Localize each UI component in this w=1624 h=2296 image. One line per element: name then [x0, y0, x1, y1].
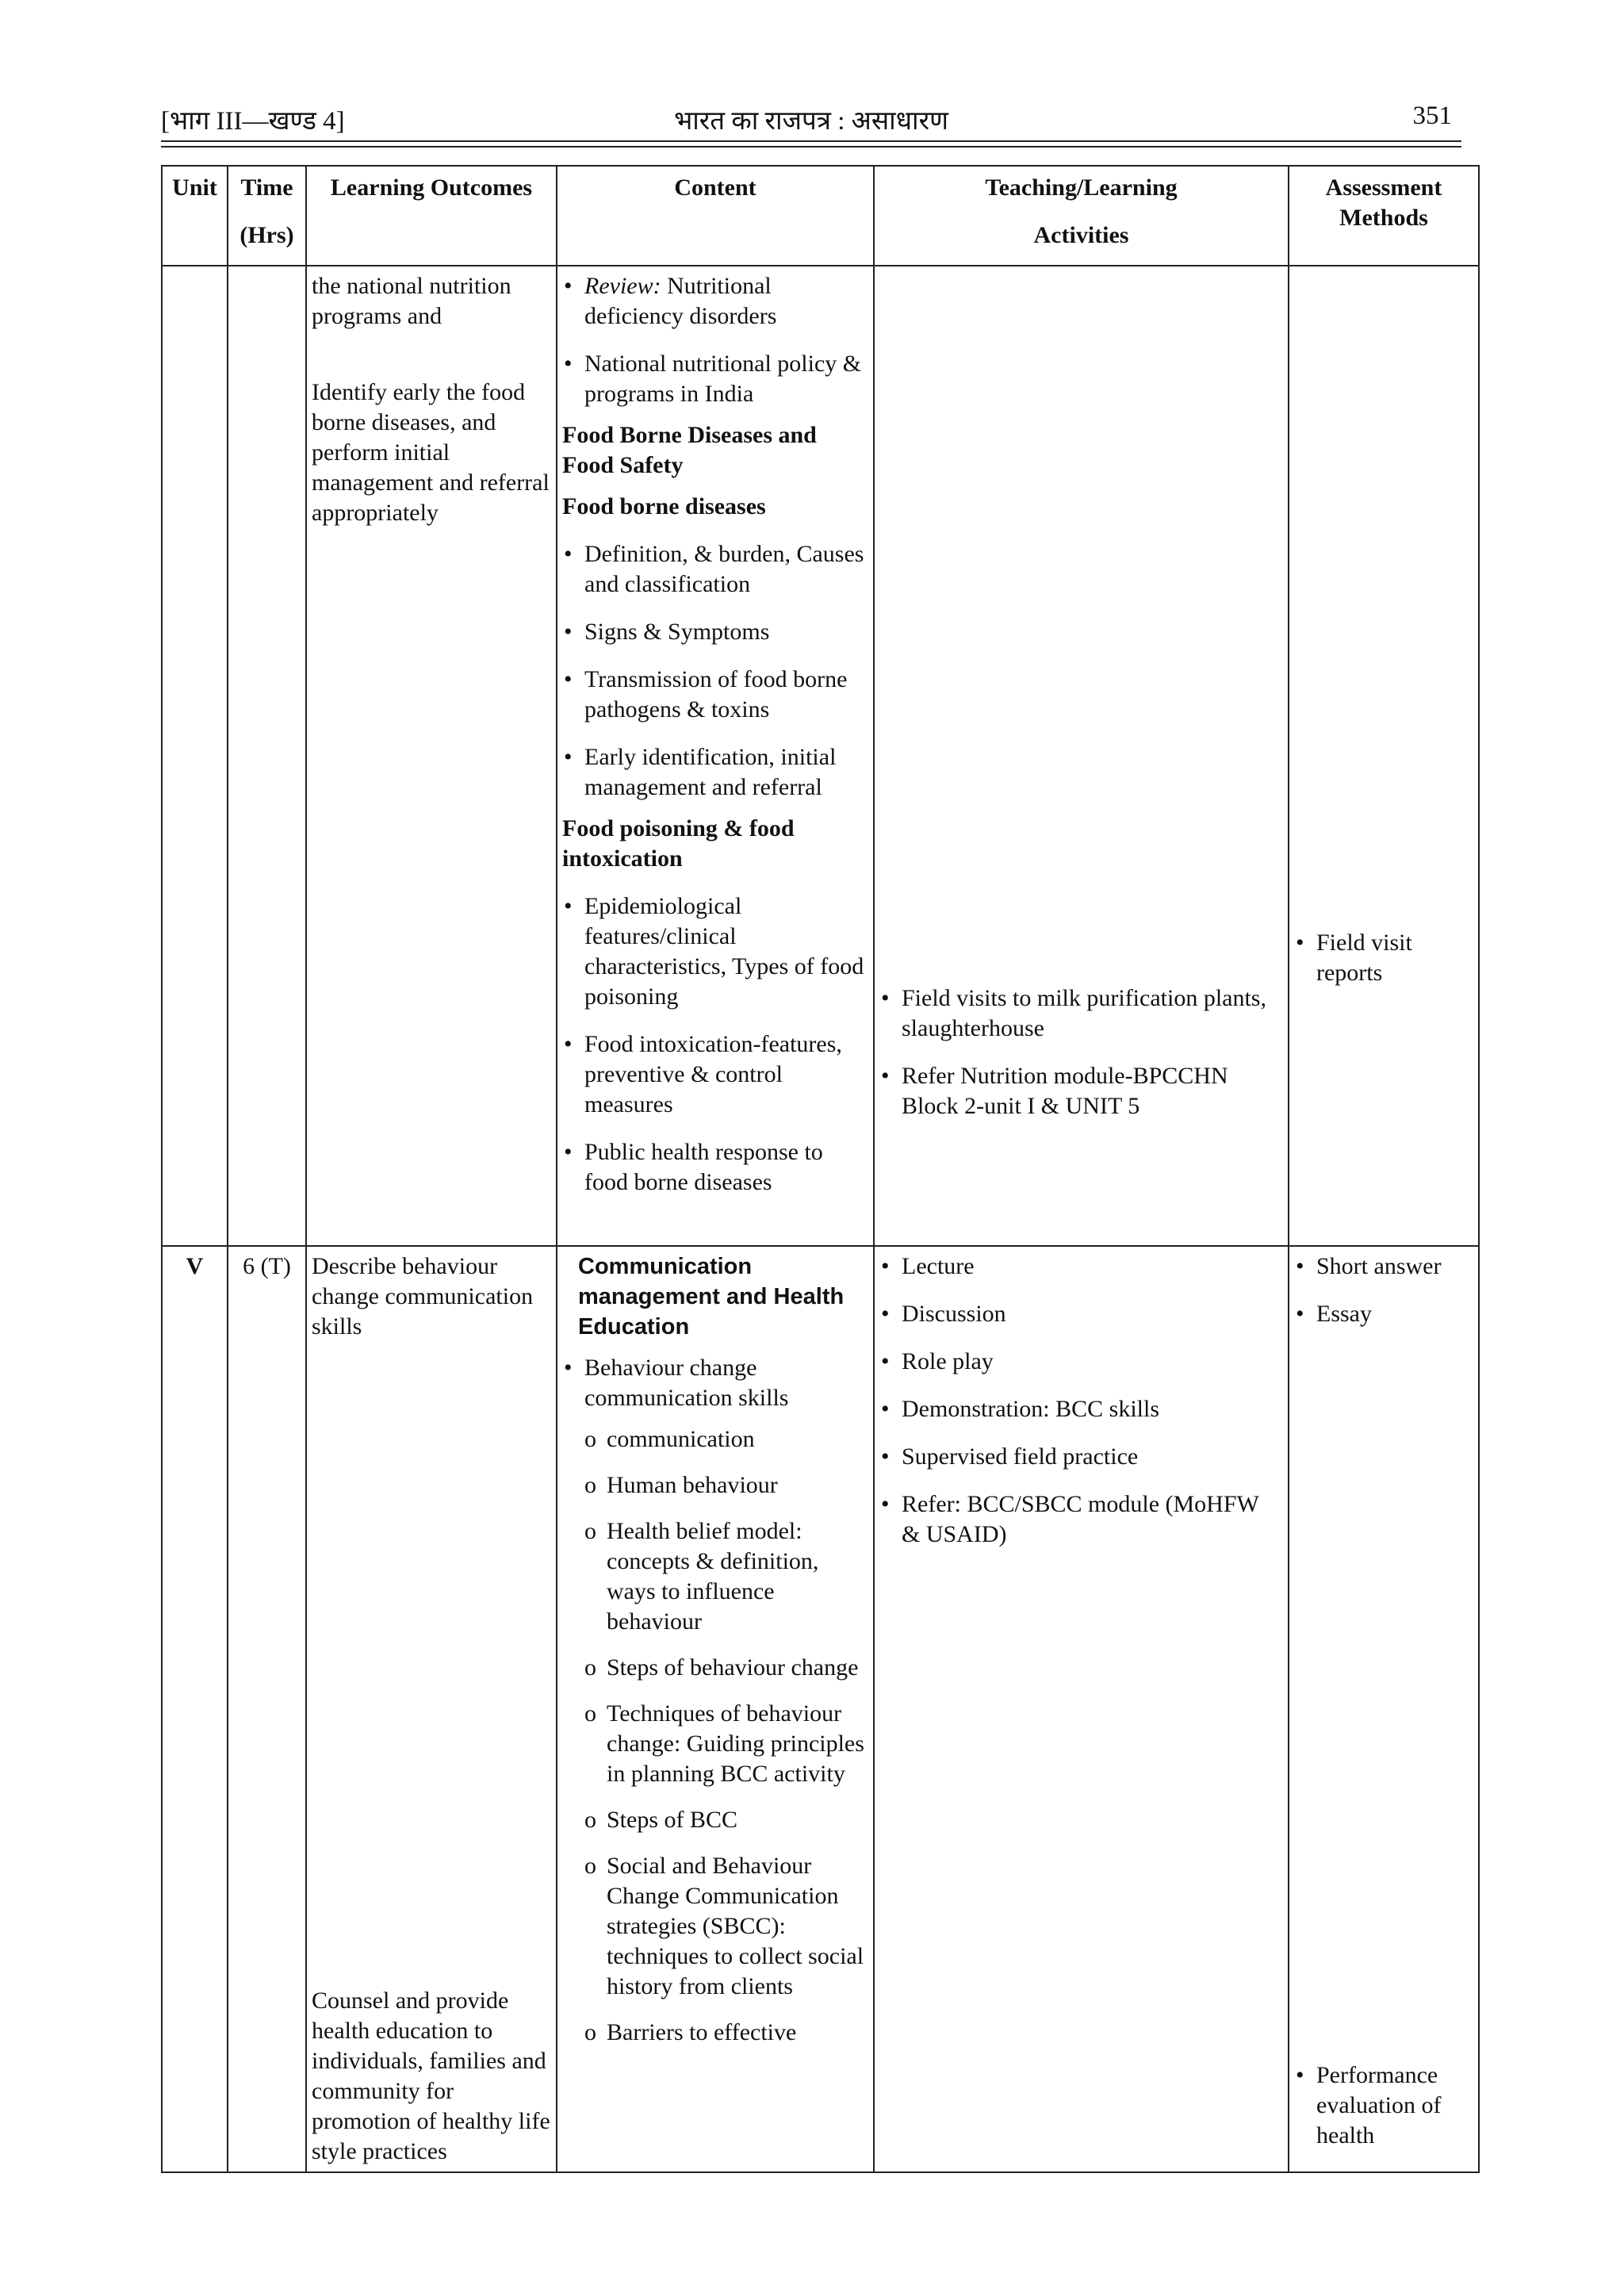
assessment-item: • Field visit reports — [1294, 928, 1473, 988]
content-subitem: o Techniques of behaviour change: Guiding principles in planning BCC activity — [584, 1699, 868, 1789]
page-header — [161, 102, 1461, 135]
activity-item: • Lecture — [879, 1251, 1283, 1282]
content-heading: Food Borne Diseases and Food Safety — [562, 422, 817, 478]
content-subitem: o Human behaviour — [584, 1470, 868, 1501]
col-header-teaching: Teaching/Learning Activities — [874, 166, 1289, 266]
col-header-content: Content — [557, 166, 874, 266]
table-header-row — [162, 166, 1479, 266]
col-header-unit: Unit — [162, 166, 228, 266]
content-heading: Food poisoning & food intoxication — [562, 815, 795, 872]
unit-cell — [162, 266, 228, 1246]
content-subitem: o Health belief model: concepts & definition, ways to influence behaviour — [584, 1516, 868, 1637]
activity-item: • Supervised field practice — [879, 1442, 1283, 1472]
table-row — [162, 266, 1479, 1246]
outcome-text: Describe behaviour change communication skills — [312, 1253, 534, 1340]
unit-cell: V — [162, 1246, 228, 2172]
content-item: • Definition, & burden, Causes and classification — [562, 539, 868, 600]
teaching-activities-cell — [874, 1246, 1289, 2172]
header-gazette-title: भारत का राजपत्र : असाधारण — [674, 107, 948, 136]
content-item: • Review: Nutritional deficiency disorders — [562, 271, 868, 332]
assessment-cell — [1289, 266, 1479, 1246]
content-item: • Behaviour change communication skills — [562, 1353, 868, 1413]
teaching-activities-cell — [874, 266, 1289, 1246]
content-cell — [557, 266, 874, 1246]
syllabus-table — [161, 165, 1480, 2173]
learning-outcomes-cell — [306, 1246, 557, 2172]
activity-item: • Refer Nutrition module-BPCCHN Block 2-unit I & UNIT 5 — [879, 1061, 1283, 1121]
content-item: • National nutritional policy & programs in India — [562, 349, 868, 409]
content-item: • Public health response to food borne diseases — [562, 1137, 868, 1198]
activity-item: • Field visits to milk purification plants, slaughterhouse — [879, 983, 1283, 1044]
time-cell — [228, 266, 306, 1246]
content-item: • Epidemiological features/clinical characteristics, Types of food poisoning — [562, 891, 868, 1012]
learning-outcomes-cell — [306, 266, 557, 1246]
content-subitem: o Social and Behaviour Change Communication strategies (SBCC): techniques to collect social history from clients — [584, 1851, 868, 2002]
content-cell — [557, 1246, 874, 2172]
outcome-text: the national nutrition programs and — [312, 273, 511, 329]
content-heading: Communication management and Health Education — [578, 1254, 845, 1340]
content-subitem: o Steps of behaviour change — [584, 1653, 868, 1683]
content-subitem: o Steps of BCC — [584, 1805, 868, 1835]
content-heading: Food borne diseases — [562, 493, 766, 519]
header-section-label: [भाग III—खण्ड 4] — [161, 107, 345, 136]
col-header-assessment: Assessment Methods — [1289, 166, 1479, 266]
header-rule-bottom — [161, 146, 1461, 148]
content-item: • Food intoxication-features, preventive & control measures — [562, 1029, 868, 1120]
content-subitem: o communication — [584, 1424, 868, 1455]
activity-item: • Demonstration: BCC skills — [879, 1394, 1283, 1424]
assessment-item: • Essay — [1294, 1299, 1473, 1329]
content-item: • Early identification, initial management and referral — [562, 742, 868, 803]
page-number: 351 — [1412, 102, 1452, 130]
outcome-text: Identify early the food borne diseases, and perform initial management and referral appropriately — [312, 379, 550, 526]
assessment-cell — [1289, 1246, 1479, 2172]
content-subitem: o Barriers to effective — [584, 2018, 868, 2048]
col-header-learning-outcomes: Learning Outcomes — [306, 166, 557, 266]
activity-item: • Refer: BCC/SBCC module (MoHFW & USAID) — [879, 1489, 1283, 1550]
assessment-item: • Short answer — [1294, 1251, 1473, 1282]
content-item: • Transmission of food borne pathogens & toxins — [562, 665, 868, 725]
activity-item: • Role play — [879, 1347, 1283, 1377]
activity-item: • Discussion — [879, 1299, 1283, 1329]
outcome-text: Counsel and provide health education to individuals, families and community for promotion of healthy life style practices — [312, 1987, 550, 2164]
table-row — [162, 1246, 1479, 2172]
time-cell: 6 (T) — [228, 1246, 306, 2172]
assessment-item: • Performance evaluation of health — [1294, 2060, 1473, 2151]
content-item: • Signs & Symptoms — [562, 617, 868, 647]
col-header-time: Time (Hrs) — [228, 166, 306, 266]
header-rule-top — [161, 140, 1461, 142]
